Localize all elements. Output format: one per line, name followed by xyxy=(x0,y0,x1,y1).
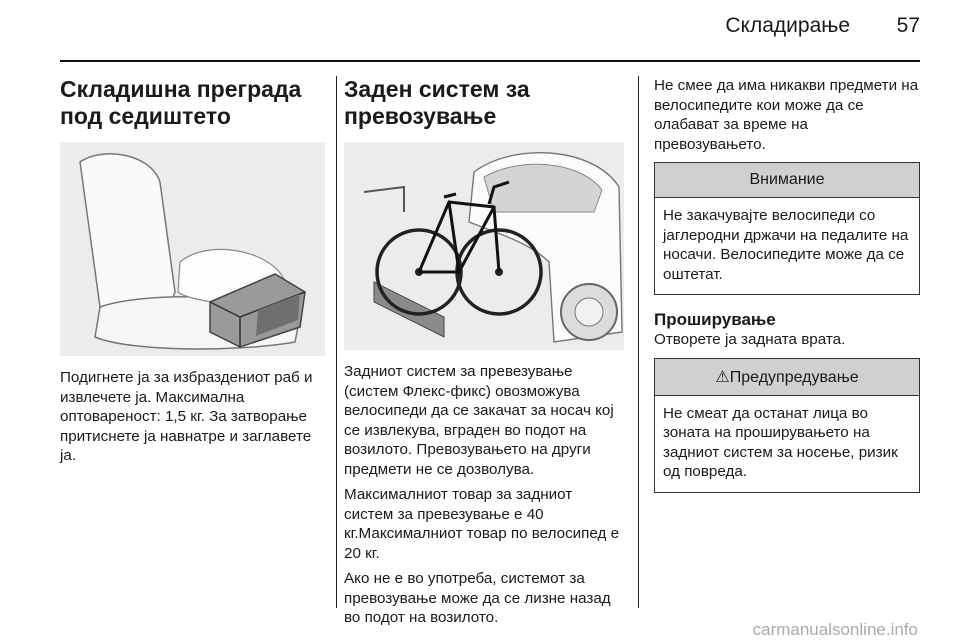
section-heading: Заден систем за превозување xyxy=(344,76,530,129)
warning-triangle-icon: ⚠ xyxy=(715,368,730,386)
warning-box xyxy=(654,358,920,493)
column-divider xyxy=(336,76,337,608)
notice-title: Внимание xyxy=(655,163,919,198)
warning-header xyxy=(655,359,919,396)
column-notices xyxy=(654,76,920,493)
notice-text: Не закачувајте велосипеди со јаглеродни држачи на педалите на носачи. Велосипедите може да се оштетат. xyxy=(663,207,909,283)
chapter-title: Складирање xyxy=(725,14,850,37)
seat-storage-illustration xyxy=(60,142,325,356)
body-text: Ако не е во употреба, системот за превозување може да се лизне назад во подот на возилото. xyxy=(344,570,611,626)
header-rule xyxy=(60,60,920,62)
warning-text: Не смеат да останат лица во зоната на проширувањето на задниот систем за носење, ризик од повреда. xyxy=(663,404,898,480)
body-text: Задниот систем за превезување (систем Флекс-фикс) овозможува велосипеди да се закачат за носач кој се извлекува, вграден во подот на возилото. Превозувањето на други предмети не се дозволува. xyxy=(344,363,614,478)
warning-title: Предупредување xyxy=(729,368,859,386)
body-text: Максималниот товар за задниот систем за превезување е 40 кг.Максималниот товар по велосипед е 20 кг. xyxy=(344,486,620,562)
column-storage-compartment xyxy=(60,76,325,466)
body-text: Отворете ја задната врата. xyxy=(654,331,846,348)
notice-box xyxy=(654,162,920,295)
column-divider xyxy=(638,76,639,608)
column-rear-carrier xyxy=(344,76,624,628)
bicycle-carrier-illustration xyxy=(344,142,624,350)
section-heading: Складишна преграда под седиштето xyxy=(60,76,302,129)
watermark: carmanualsonline.info xyxy=(752,620,918,639)
body-text: Не смее да има никакви предмети на велосипедите кои може да се олабават за време на превозувањето. xyxy=(654,77,919,153)
page-number: 57 xyxy=(896,14,920,37)
section-heading: Проширување xyxy=(654,310,776,329)
body-text: Подигнете ја за избраздениот раб и извлечете ја. Максимална оптовареност: 1,5 кг. За затворање притиснете ја навнатре и заглавете ја. xyxy=(60,369,313,464)
